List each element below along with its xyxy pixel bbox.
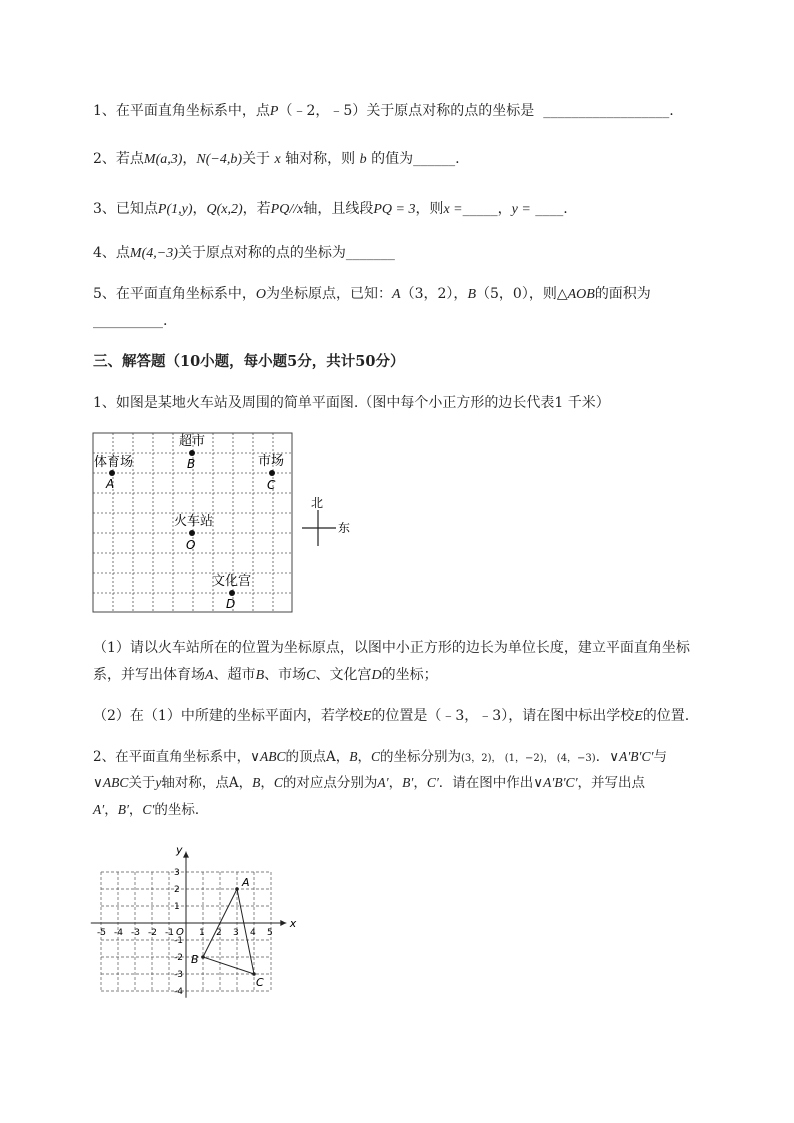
answer-blank[interactable]: ____. (535, 201, 568, 217)
q2-line2 (93, 773, 645, 793)
separator: ， (388, 775, 403, 791)
question-text: 轴对称，点A， (161, 775, 253, 791)
x-tick-label: -5 (97, 928, 106, 938)
question-number: 5、 (93, 286, 116, 302)
question-text: 的位置. (642, 708, 690, 724)
q2-line3 (93, 800, 208, 820)
compass-north-label: 北 (311, 496, 324, 510)
vertex-B (201, 955, 205, 959)
question-text: 在平面直角坐标系中， (115, 749, 251, 765)
question-text: ，则 (415, 201, 444, 217)
question-text: 、文化宫 (315, 667, 372, 683)
separator: ， (357, 749, 371, 765)
point-label: E (634, 709, 643, 724)
variable: x = (443, 202, 463, 217)
station-point (189, 530, 195, 536)
question-text: 、市场 (264, 667, 307, 683)
variable: b (359, 152, 367, 167)
coords: (−4,b) (205, 152, 243, 167)
condition: PQ//x (270, 202, 304, 217)
coordinate-axes (91, 843, 297, 998)
vertex-label-A: A (242, 876, 250, 889)
y-tick-label: -1 (174, 936, 183, 946)
question-text: 点 (115, 245, 130, 261)
q1-part2 (93, 706, 689, 727)
question-text: 的坐标； (381, 667, 438, 683)
supermarket-point (189, 450, 195, 456)
station-letter: O (186, 538, 196, 552)
vertex-A (235, 887, 239, 891)
supermarket-label: 超市 (179, 434, 206, 449)
axis-label: x (274, 152, 281, 167)
point-label: E (362, 709, 372, 724)
triangle-label: ∨ABC (250, 749, 286, 764)
point-label: B (255, 668, 265, 683)
question-text: 系，并写出体育场 (93, 667, 205, 683)
q1-part1-cont (93, 665, 438, 686)
point-label: C (370, 749, 380, 764)
question-text: 关于 (128, 775, 156, 791)
station-label: 火车站 (174, 514, 214, 529)
answer-blank[interactable]: _____ (462, 201, 498, 217)
question-text: 的顶点A， (285, 749, 350, 765)
point-label: C′ (426, 775, 439, 790)
question-text: 若点 (115, 151, 144, 167)
answer-blank[interactable]: __________. (93, 313, 168, 329)
question-number: 2、 (93, 151, 116, 167)
point-M: M(4,−3) (129, 246, 178, 261)
separator: ， (413, 775, 427, 791)
y-tick-label: -4 (174, 987, 183, 997)
question-text: 已知点 (115, 201, 158, 217)
question-text: 的面积为 (594, 286, 651, 302)
y-tick-label: 3 (174, 868, 180, 878)
question-text: 的位置是（﹣3，﹣3），请在图中标出学校 (371, 708, 635, 724)
question-2 (93, 149, 460, 170)
point-label: A (205, 668, 214, 683)
question-text: ，并写出点 (577, 775, 646, 791)
cultural-palace-label: 文化宫 (212, 574, 252, 589)
triangle-label: ∨A′B′C′ (609, 749, 654, 764)
question-text: 轴，且线段 (303, 201, 374, 217)
y-tick-label: -2 (174, 953, 183, 963)
x-tick-label: -4 (114, 928, 123, 938)
x-tick-label: 3 (233, 928, 239, 938)
question-text: 、超市 (213, 667, 256, 683)
condition: PQ = 3 (373, 202, 416, 217)
cultural-palace-letter: D (226, 597, 236, 611)
answer-blank[interactable]: 关于原点对称的点的坐标为_______ (177, 245, 395, 261)
question-text: 关于 (242, 151, 271, 167)
separator: ． (595, 749, 610, 765)
coords: (3，2)， (1，−2)， (4，−3) (461, 753, 596, 764)
y-axis-arrow (183, 852, 189, 858)
point-label: C′ (142, 802, 155, 817)
coords: （3，2）， (400, 286, 468, 302)
x-tick-label: 5 (267, 928, 273, 938)
triangle-ABC-outline (203, 889, 254, 974)
x-axis-label: x (289, 917, 297, 930)
point-P: P(1,y) (157, 202, 193, 217)
answer-blank[interactable]: __________________. (543, 103, 674, 119)
question-5 (93, 284, 651, 305)
stadium-label: 体育场 (94, 455, 134, 470)
coordinate-plane (97, 842, 310, 1002)
question-text: 为坐标原点，已知： (266, 286, 393, 302)
market-label: 市场 (258, 454, 285, 469)
question-number: 1、 (93, 395, 116, 411)
y-tick-label: -3 (174, 970, 183, 980)
question-text: 关于原点对称的点的坐标是 (366, 103, 535, 119)
section-heading: 三、解答题（10小题，每小题5分，共计50分） (93, 353, 405, 370)
coords: (a,3) (155, 152, 183, 167)
question-text: ，若 (242, 201, 271, 217)
vertex-label-B: B (191, 953, 199, 966)
q2-line1 (93, 747, 667, 769)
origin-label: O (176, 927, 184, 938)
y-tick-label: 2 (174, 885, 180, 895)
station-map (92, 432, 362, 614)
point-label: M (143, 152, 156, 167)
point-label: B (252, 775, 261, 790)
x-tick-label: 4 (250, 928, 256, 938)
question-text: ．请在图中作出 (438, 775, 534, 791)
triangle-label: ∨ABC (93, 775, 129, 790)
question-3 (93, 199, 568, 220)
stadium-point (109, 470, 115, 476)
y-tick-label: 1 (174, 902, 180, 912)
x-tick-label: -2 (148, 928, 157, 938)
question-1 (93, 101, 674, 122)
separator: ， (260, 775, 274, 791)
triangle-label: AOB (567, 287, 595, 302)
separator: ， (192, 201, 207, 217)
point-label: B (349, 749, 358, 764)
point-label: B′ (117, 802, 129, 817)
question-text: 在平面直角坐标系中， (115, 286, 256, 302)
question-4 (93, 243, 395, 264)
compass-east-label: 东 (338, 521, 351, 535)
separator: ， (128, 802, 143, 818)
point-label: N (196, 152, 206, 167)
question-number: 1、 (93, 103, 116, 119)
x-tick-label: -1 (165, 928, 174, 938)
point-label: C (273, 775, 283, 790)
question-text: 轴对称，则 (285, 151, 356, 167)
axis-label: y (155, 775, 162, 790)
point-label: A′ (377, 775, 389, 790)
y-axis-label: y (176, 843, 183, 857)
point-label: D (371, 668, 382, 683)
market-letter: C (267, 478, 276, 492)
separator: ， (104, 802, 118, 818)
q1-stem (93, 393, 610, 413)
point-label: C (306, 668, 316, 683)
variable: y = (511, 202, 531, 217)
point-label: B′ (402, 775, 414, 790)
supermarket-letter: B (187, 457, 196, 471)
question-text: 的对应点分别为 (282, 775, 378, 791)
separator: ， (182, 151, 197, 167)
point-Q: Q(x,2) (206, 202, 243, 217)
question-text: （2）在（1）中所建的坐标平面内，若学校 (93, 708, 363, 724)
question-text: 的坐标分别为 (380, 749, 461, 765)
triangle-label: ∨A′B′C′ (533, 775, 578, 790)
question-text: 与 (653, 749, 667, 765)
point-label: B (467, 287, 476, 302)
point-label: P (269, 104, 279, 119)
point-label: O (255, 287, 267, 302)
point-label: A (392, 287, 401, 302)
cultural-palace-point (229, 590, 235, 596)
answer-blank[interactable]: 的值为______. (371, 151, 460, 167)
question-text: 如图是某地火车站及周围的简单平面图.（图中每个小正方形的边长代表1 千米） (115, 395, 610, 411)
stadium-letter: A (106, 477, 115, 491)
market-point (269, 470, 275, 476)
coords: （﹣2，﹣5） (278, 103, 367, 119)
question-number: 4、 (93, 245, 116, 261)
question-text: 的坐标． (154, 802, 209, 818)
vertex-label-C: C (256, 976, 264, 989)
question-number: 3、 (93, 201, 116, 217)
x-tick-label: -3 (131, 928, 140, 938)
x-tick-label: 2 (216, 928, 222, 938)
separator: ， (497, 201, 512, 217)
x-tick-label: 1 (199, 928, 205, 938)
q1-part1: （1）请以火车站所在的位置为坐标原点，以图中小正方形的边长为单位长度，建立平面直角坐标 (93, 640, 690, 656)
question-text: 在平面直角坐标系中，点 (115, 103, 270, 119)
coords: （5，0），则△ (476, 286, 568, 302)
question-number: 2、 (93, 749, 116, 765)
x-axis-arrow (280, 920, 286, 926)
point-label: A′ (93, 802, 105, 817)
